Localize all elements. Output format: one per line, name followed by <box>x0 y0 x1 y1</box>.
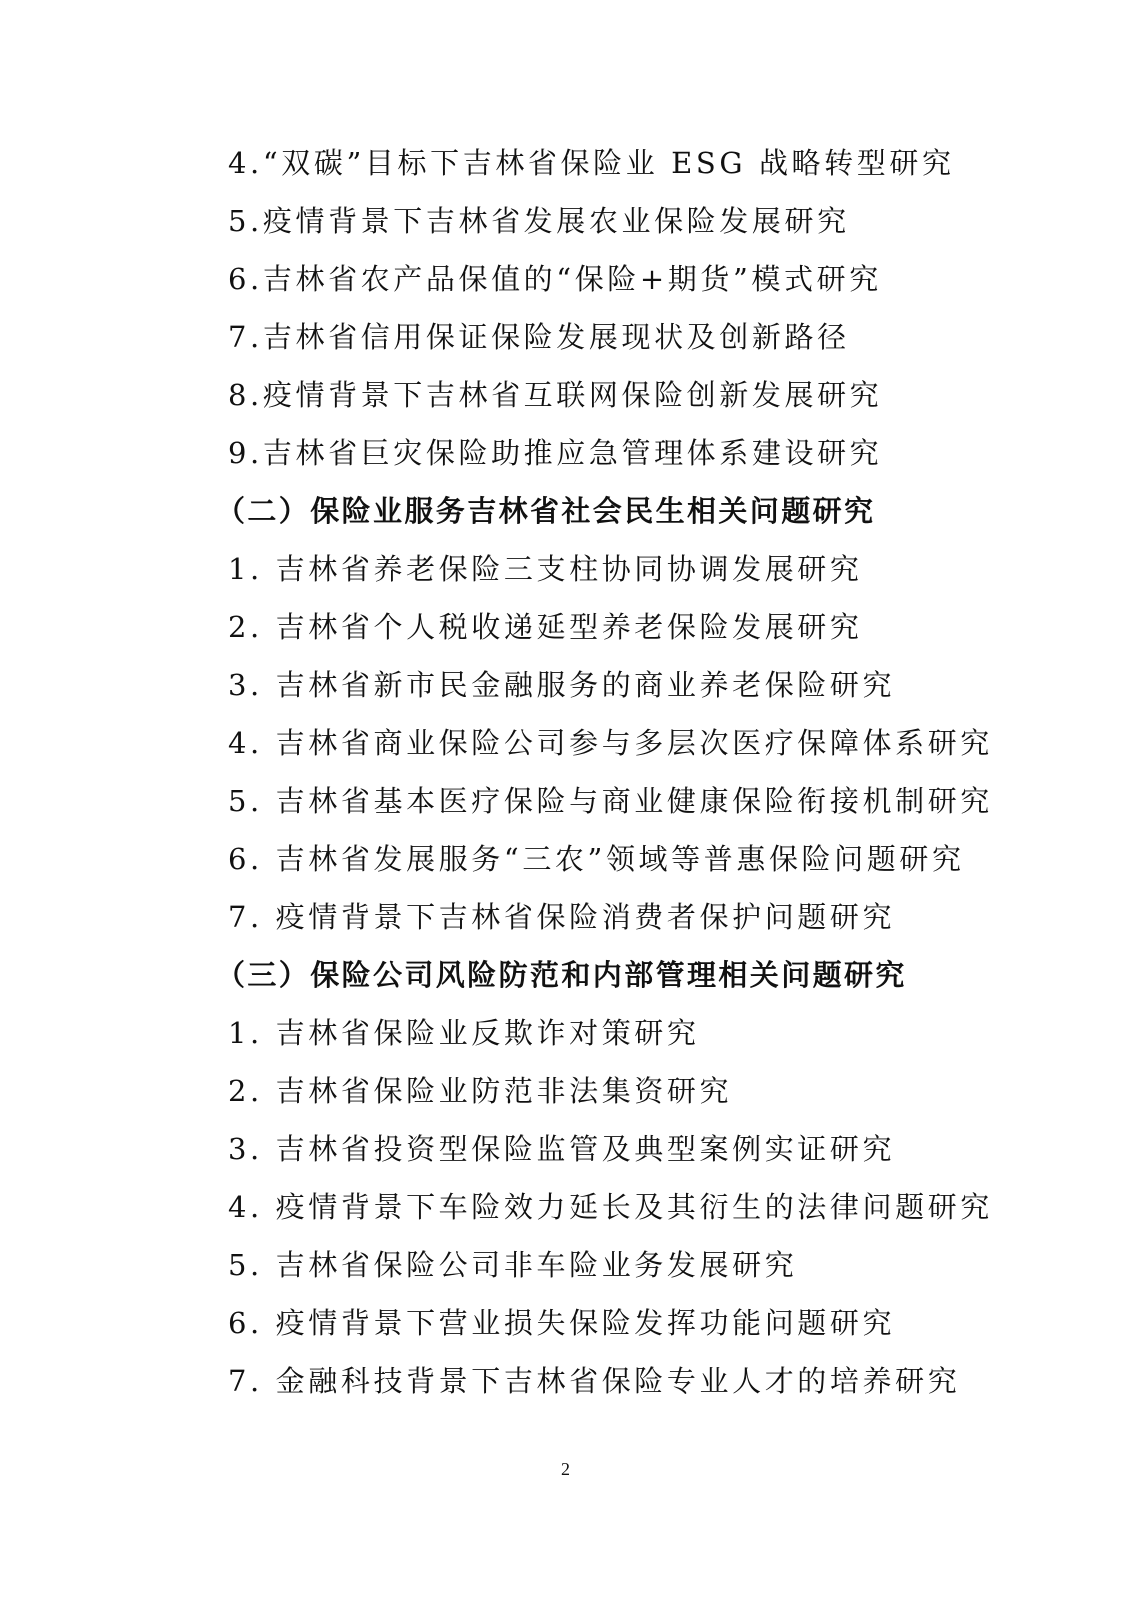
section-heading: （三）保险公司风险防范和内部管理相关问题研究 <box>216 958 907 992</box>
list-item: 7.吉林省信用保证保险发展现状及创新路径 <box>228 320 850 354</box>
list-item: 7. 金融科技背景下吉林省保险专业人才的培养研究 <box>228 1364 961 1398</box>
list-item: 4. 吉林省商业保险公司参与多层次医疗保障体系研究 <box>228 726 993 760</box>
list-item: 4. 疫情背景下车险效力延长及其衍生的法律问题研究 <box>228 1190 993 1224</box>
list-item: 9.吉林省巨灾保险助推应急管理体系建设研究 <box>228 436 883 470</box>
list-item: 6.吉林省农产品保值的“保险+期货”模式研究 <box>228 262 882 296</box>
list-item: 4.“双碳”目标下吉林省保险业 ESG 战略转型研究 <box>228 146 955 180</box>
list-item: 5. 吉林省基本医疗保险与商业健康保险衔接机制研究 <box>228 784 993 818</box>
section-heading: （二）保险业服务吉林省社会民生相关问题研究 <box>216 494 876 528</box>
list-item: 6. 疫情背景下营业损失保险发挥功能问题研究 <box>228 1306 896 1340</box>
list-item: 8.疫情背景下吉林省互联网保险创新发展研究 <box>228 378 883 412</box>
list-item: 1. 吉林省保险业反欺诈对策研究 <box>228 1016 700 1050</box>
list-item: 5.疫情背景下吉林省发展农业保险发展研究 <box>228 204 850 238</box>
list-item: 7. 疫情背景下吉林省保险消费者保护问题研究 <box>228 900 896 934</box>
list-item: 2. 吉林省个人税收递延型养老保险发展研究 <box>228 610 863 644</box>
list-item: 1. 吉林省养老保险三支柱协同协调发展研究 <box>228 552 863 586</box>
list-item: 5. 吉林省保险公司非车险业务发展研究 <box>228 1248 798 1282</box>
list-item: 3. 吉林省投资型保险监管及典型案例实证研究 <box>228 1132 896 1166</box>
list-item: 6. 吉林省发展服务“三农”领域等普惠保险问题研究 <box>228 842 965 876</box>
page-number: 2 <box>561 1459 570 1479</box>
list-item: 3. 吉林省新市民金融服务的商业养老保险研究 <box>228 668 896 702</box>
list-item: 2. 吉林省保险业防范非法集资研究 <box>228 1074 733 1108</box>
